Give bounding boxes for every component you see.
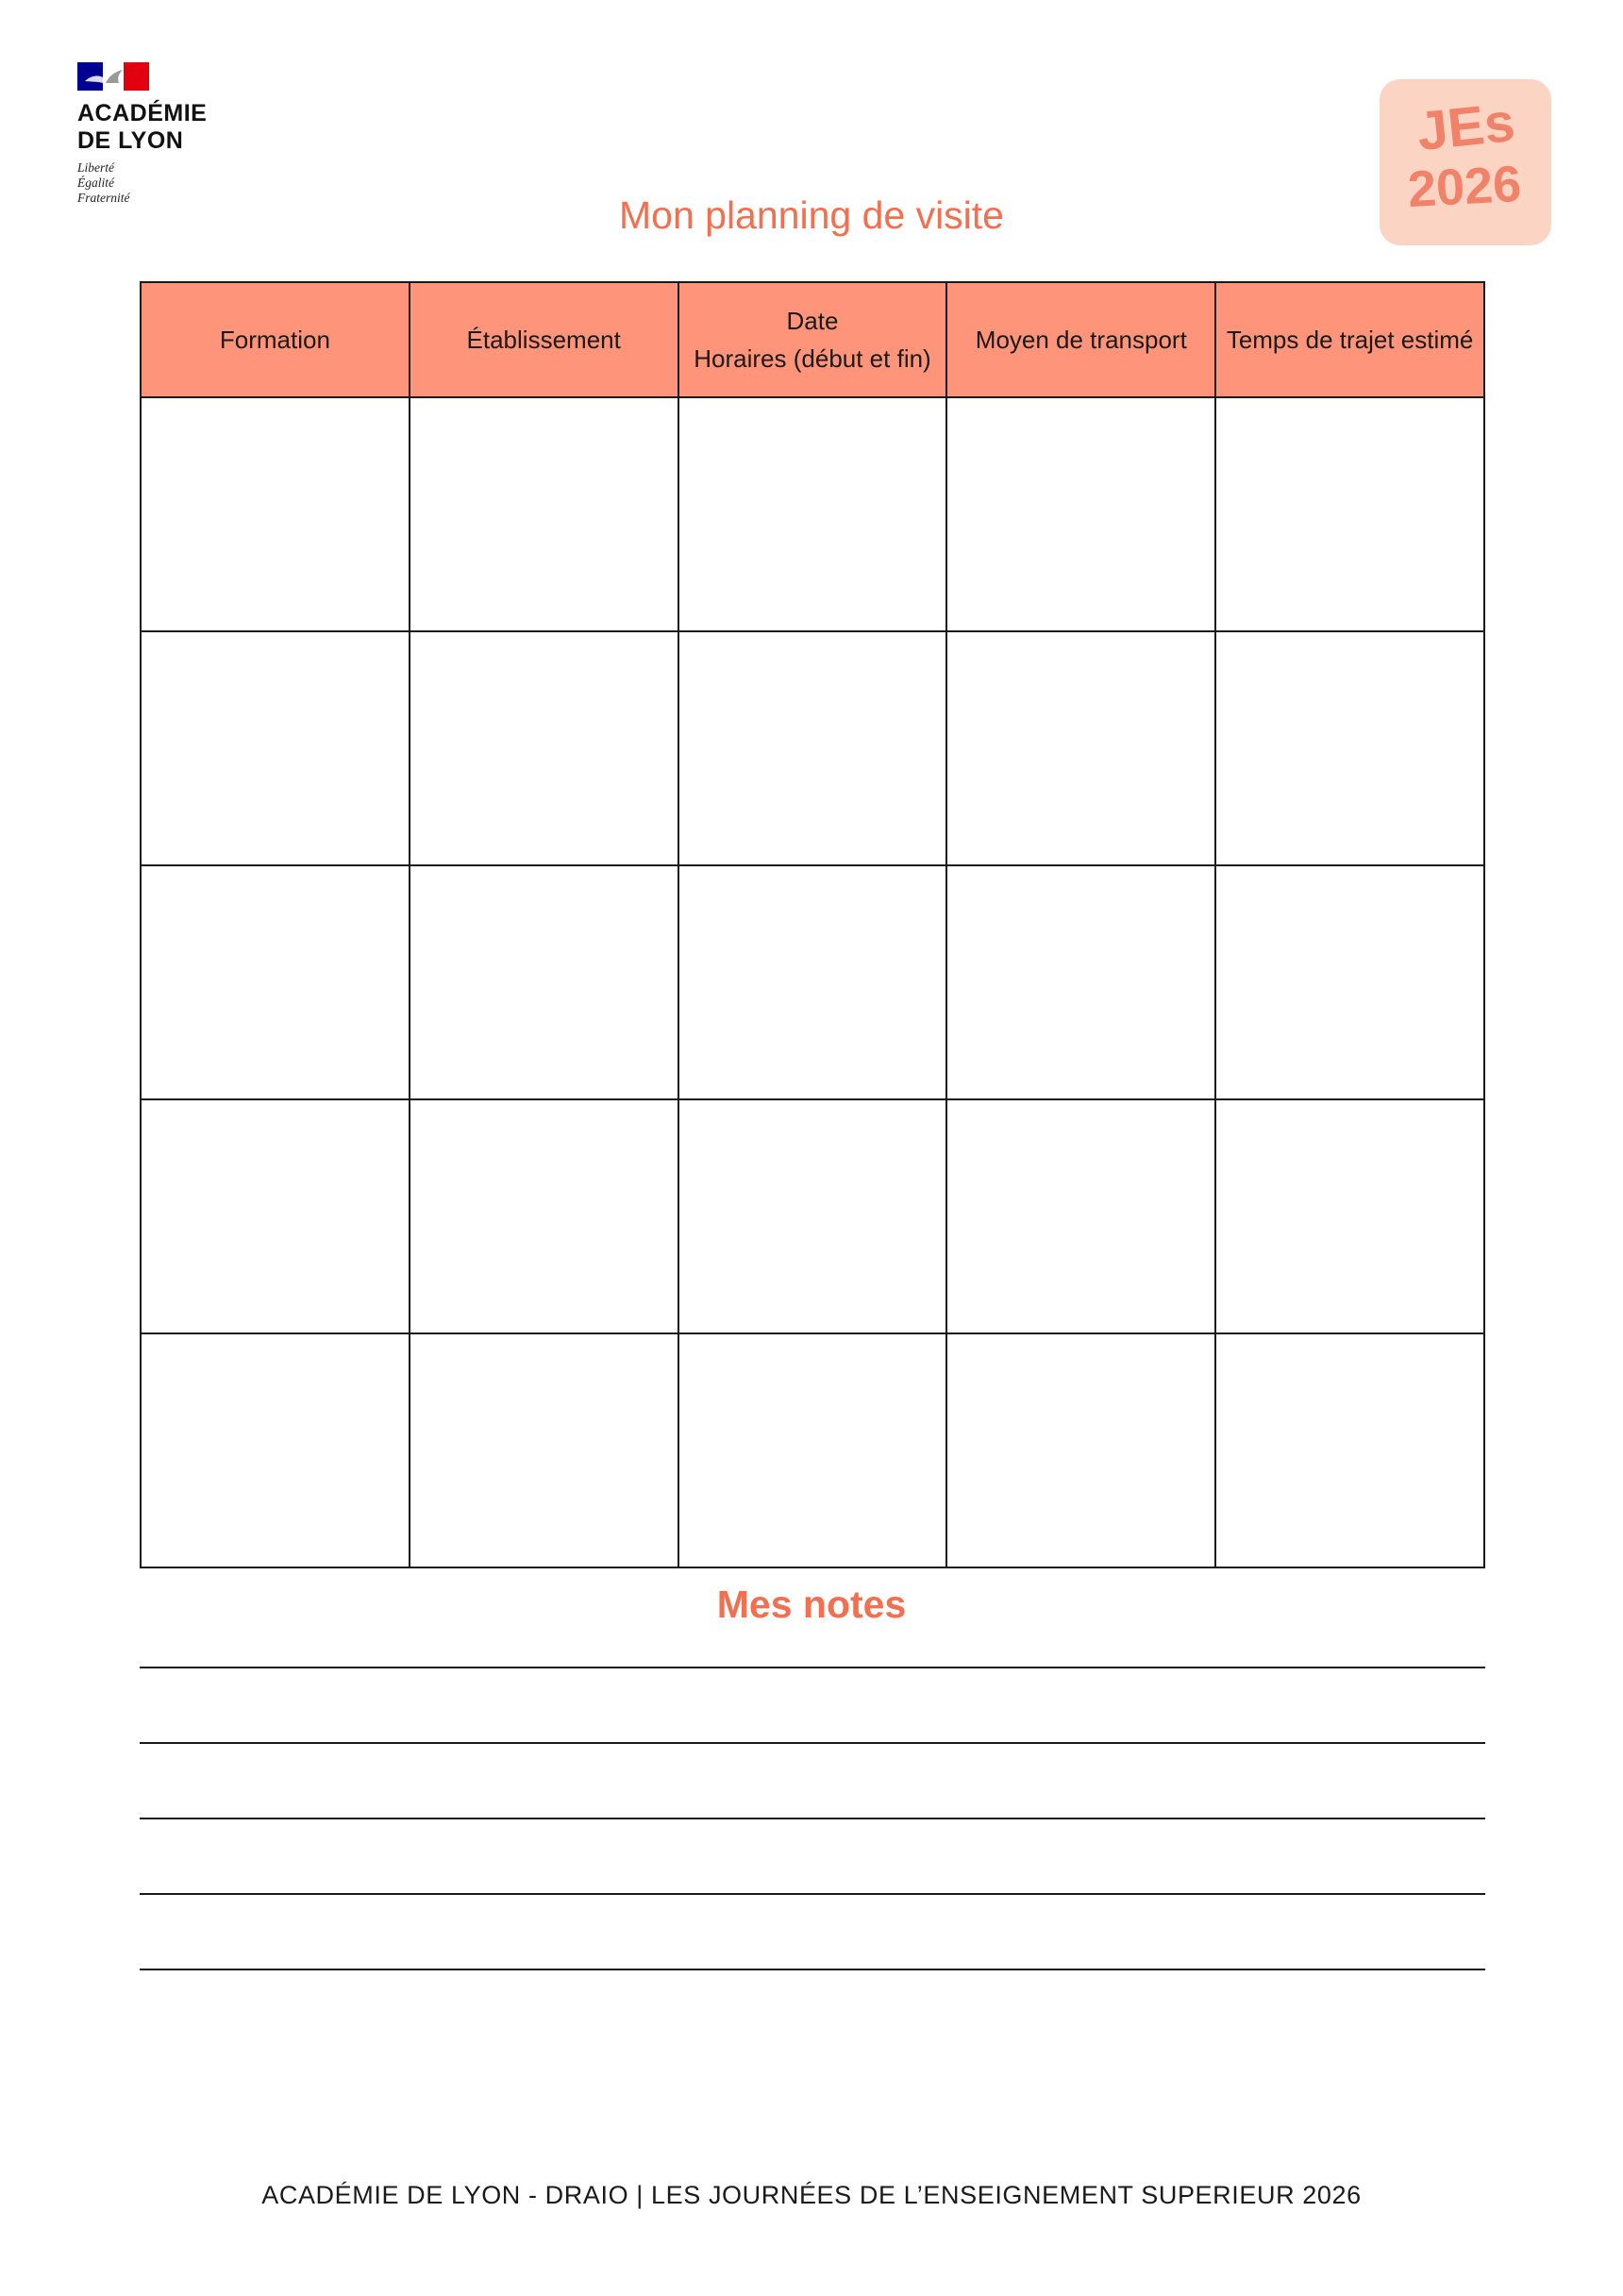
column-header-label: Horaires (début et fin): [694, 344, 931, 373]
table-cell[interactable]: [946, 397, 1215, 631]
table-row: [141, 1333, 1484, 1567]
table-cell[interactable]: [678, 1333, 947, 1567]
table-row: [141, 631, 1484, 865]
badge-year: 2026: [1406, 155, 1523, 219]
table-cell[interactable]: [410, 1099, 678, 1333]
logo-line: DE LYON: [77, 127, 184, 154]
academie-logo: [77, 62, 266, 206]
table-cell[interactable]: [678, 631, 947, 865]
note-line[interactable]: [140, 1742, 1485, 1744]
notes-area: [140, 1667, 1485, 2044]
column-header-label: Moyen de transport: [975, 326, 1187, 354]
table-cell[interactable]: [141, 1333, 410, 1567]
table-cell[interactable]: [410, 397, 678, 631]
table-cell[interactable]: [678, 1099, 947, 1333]
table-cell[interactable]: [141, 631, 410, 865]
column-header-label: Temps de trajet estimé: [1226, 326, 1474, 354]
table-cell[interactable]: [141, 397, 410, 631]
notes-title: Mes notes: [716, 1583, 907, 1626]
badge-title: JEs: [1414, 91, 1518, 163]
marianne-flag-icon: [77, 62, 149, 91]
note-line[interactable]: [140, 1893, 1485, 1895]
table-cell[interactable]: [1215, 1333, 1484, 1567]
column-header-date-horaires: [678, 282, 947, 397]
note-line[interactable]: [140, 1969, 1485, 1970]
table-cell[interactable]: [1215, 397, 1484, 631]
table-cell[interactable]: [678, 865, 947, 1099]
table-cell[interactable]: [678, 397, 947, 631]
motto-line: Égalité: [77, 176, 114, 190]
table-header-row: [141, 282, 1484, 397]
note-line[interactable]: [140, 1818, 1485, 1819]
table-cell[interactable]: [1215, 1099, 1484, 1333]
motto-line: Fraternité: [77, 191, 130, 205]
table-row: [141, 865, 1484, 1099]
page-title: Mon planning de visite: [619, 193, 1004, 237]
column-header-label: Formation: [219, 326, 330, 354]
table-cell[interactable]: [946, 1099, 1215, 1333]
column-header-formation: [141, 282, 410, 397]
table-cell[interactable]: [946, 1333, 1215, 1567]
table-cell[interactable]: [1215, 631, 1484, 865]
column-header-label: Établissement: [466, 326, 621, 354]
column-header-etablissement: [410, 282, 678, 397]
table-cell[interactable]: [1215, 865, 1484, 1099]
column-header-label-top: Date: [786, 307, 839, 335]
table-row: [141, 1099, 1484, 1333]
logo-line: ACADÉMIE: [77, 100, 208, 126]
table-cell[interactable]: [946, 865, 1215, 1099]
table-cell[interactable]: [410, 865, 678, 1099]
table-row: [141, 397, 1484, 631]
column-header-moyen-transport: [946, 282, 1215, 397]
table-cell[interactable]: [410, 1333, 678, 1567]
page-footer: ACADÉMIE DE LYON - DRAIO | LES JOURNÉES DE L’ENSEIGNEMENT SUPERIEUR 2026: [261, 2181, 1362, 2209]
note-line[interactable]: [140, 1667, 1485, 1668]
table-cell[interactable]: [410, 631, 678, 865]
table-cell[interactable]: [141, 1099, 410, 1333]
table-cell[interactable]: [141, 865, 410, 1099]
table-cell[interactable]: [946, 631, 1215, 865]
planning-table: [140, 281, 1485, 1568]
column-header-temps-trajet: [1215, 282, 1484, 397]
motto-line: Liberté: [77, 160, 114, 175]
